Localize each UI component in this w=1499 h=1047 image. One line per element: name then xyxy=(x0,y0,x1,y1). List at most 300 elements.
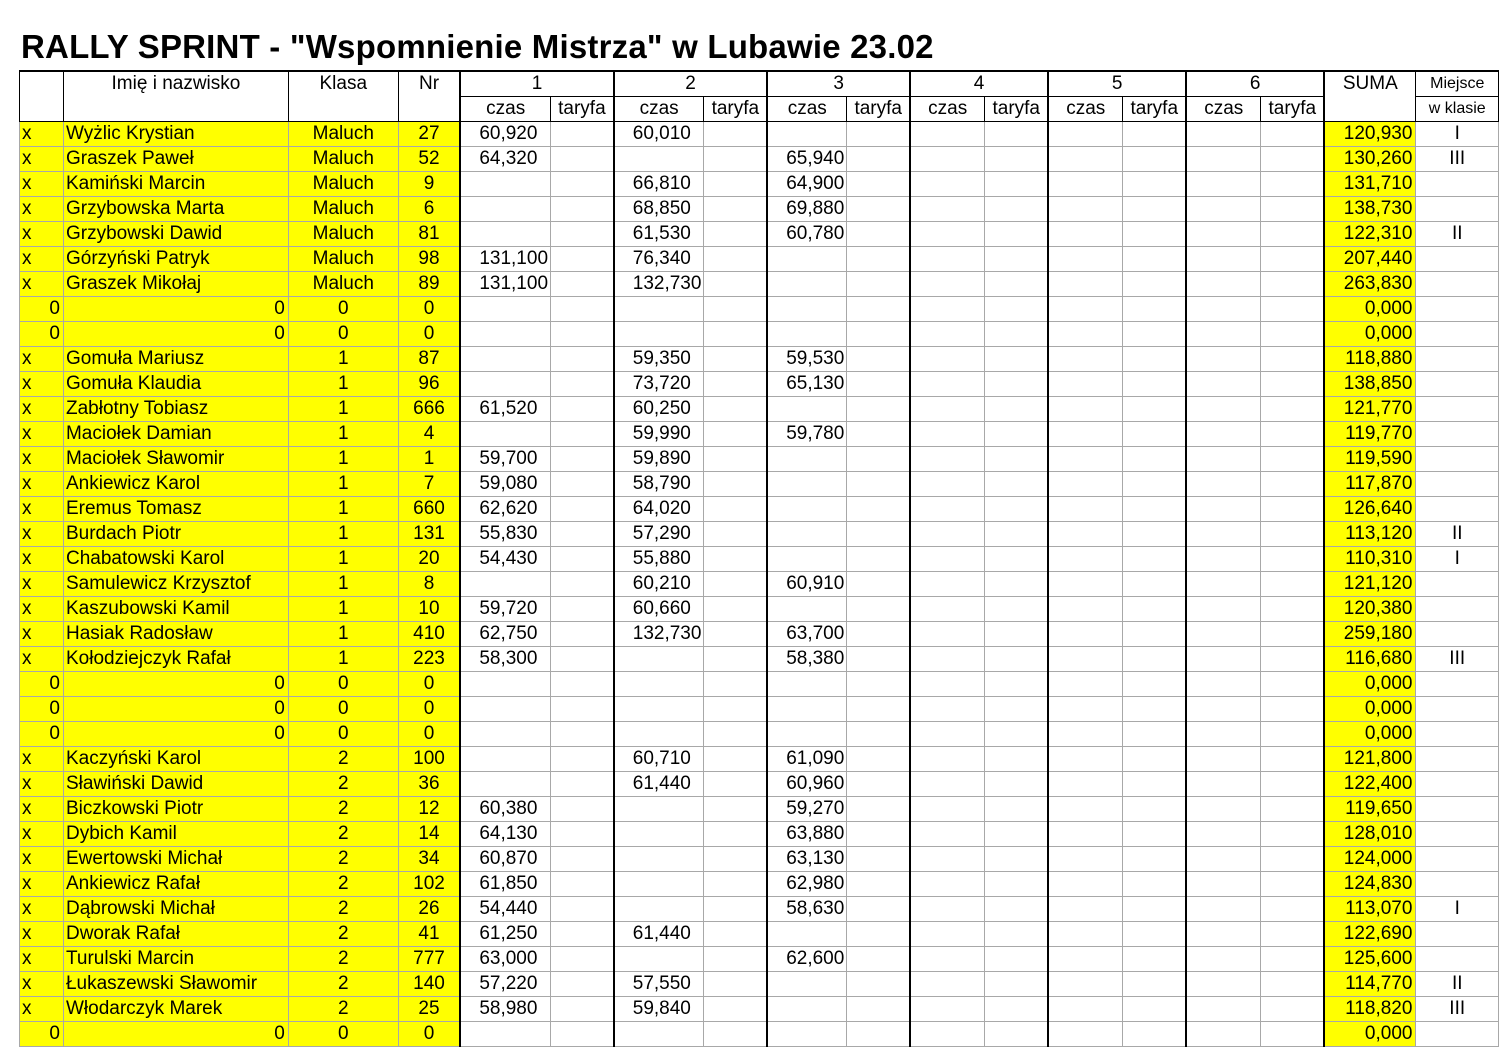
cell-name: Kaszubowski Kamil xyxy=(63,597,288,622)
cell-mark: x xyxy=(20,647,64,672)
cell-stage5-czas xyxy=(1048,197,1123,222)
cell-mark: x xyxy=(20,472,64,497)
cell-stage4-taryfa xyxy=(985,247,1048,272)
cell-stage3-czas xyxy=(767,672,847,697)
cell-stage6-czas xyxy=(1186,547,1261,572)
cell-stage4-taryfa xyxy=(985,297,1048,322)
cell-stage1-czas xyxy=(460,347,550,372)
cell-stage4-taryfa xyxy=(985,397,1048,422)
cell-stage1-taryfa xyxy=(551,672,614,697)
cell-stage3-taryfa xyxy=(847,197,910,222)
cell-mark: x xyxy=(20,272,64,297)
cell-stage4-czas xyxy=(910,172,985,197)
cell-mark: 0 xyxy=(20,322,64,347)
cell-stage6-taryfa xyxy=(1261,447,1324,472)
cell-mark: x xyxy=(20,847,64,872)
cell-klasa: 2 xyxy=(288,922,398,947)
cell-stage1-taryfa xyxy=(551,922,614,947)
cell-stage6-taryfa xyxy=(1261,1022,1324,1047)
cell-name: Turulski Marcin xyxy=(63,947,288,972)
cell-name: Gomuła Mariusz xyxy=(63,347,288,372)
cell-stage4-taryfa xyxy=(985,372,1048,397)
cell-stage2-taryfa xyxy=(704,322,767,347)
cell-suma: 120,930 xyxy=(1324,122,1416,147)
cell-suma: 263,830 xyxy=(1324,272,1416,297)
cell-name: Wyżlic Krystian xyxy=(63,122,288,147)
cell-miejsce xyxy=(1416,947,1499,972)
cell-stage1-czas: 62,750 xyxy=(460,622,550,647)
cell-stage1-taryfa xyxy=(551,997,614,1022)
cell-miejsce: II xyxy=(1416,972,1499,997)
cell-klasa: 2 xyxy=(288,847,398,872)
cell-stage6-czas xyxy=(1186,797,1261,822)
cell-name: Samulewicz Krzysztof xyxy=(63,572,288,597)
cell-stage2-taryfa xyxy=(704,672,767,697)
cell-stage1-taryfa xyxy=(551,947,614,972)
cell-stage4-czas xyxy=(910,972,985,997)
cell-mark: x xyxy=(20,572,64,597)
cell-stage1-taryfa xyxy=(551,472,614,497)
cell-miejsce xyxy=(1416,272,1499,297)
cell-mark: x xyxy=(20,122,64,147)
cell-stage4-czas xyxy=(910,447,985,472)
cell-name: Kaczyński Karol xyxy=(63,747,288,772)
cell-stage1-czas: 59,700 xyxy=(460,447,550,472)
cell-klasa: Maluch xyxy=(288,147,398,172)
cell-stage3-czas xyxy=(767,1022,847,1047)
cell-klasa: 1 xyxy=(288,347,398,372)
cell-stage6-taryfa xyxy=(1261,422,1324,447)
cell-nr: 34 xyxy=(398,847,460,872)
cell-stage4-taryfa xyxy=(985,1022,1048,1047)
cell-name: Chabatowski Karol xyxy=(63,547,288,572)
cell-stage2-czas: 59,990 xyxy=(614,422,704,447)
cell-stage4-czas xyxy=(910,922,985,947)
cell-stage2-taryfa xyxy=(704,122,767,147)
cell-stage5-czas xyxy=(1048,697,1123,722)
cell-stage6-czas xyxy=(1186,847,1261,872)
cell-klasa: Maluch xyxy=(288,247,398,272)
cell-stage2-taryfa xyxy=(704,422,767,447)
cell-suma: 122,400 xyxy=(1324,772,1416,797)
cell-stage2-taryfa xyxy=(704,922,767,947)
cell-stage1-taryfa xyxy=(551,872,614,897)
cell-stage2-czas: 61,440 xyxy=(614,772,704,797)
cell-stage5-taryfa xyxy=(1123,322,1186,347)
table-row xyxy=(20,197,1499,222)
cell-nr: 98 xyxy=(398,247,460,272)
cell-suma: 119,650 xyxy=(1324,797,1416,822)
cell-stage4-czas xyxy=(910,772,985,797)
cell-stage5-czas xyxy=(1048,847,1123,872)
cell-stage4-czas xyxy=(910,997,985,1022)
cell-miejsce xyxy=(1416,572,1499,597)
cell-stage1-taryfa xyxy=(551,897,614,922)
table-row xyxy=(20,172,1499,197)
cell-suma: 113,070 xyxy=(1324,897,1416,922)
cell-nr: 14 xyxy=(398,822,460,847)
cell-name: Gomuła Klaudia xyxy=(63,372,288,397)
cell-stage1-czas: 62,620 xyxy=(460,497,550,522)
cell-klasa: 2 xyxy=(288,822,398,847)
cell-stage6-taryfa xyxy=(1261,772,1324,797)
cell-stage4-czas xyxy=(910,572,985,597)
cell-stage2-czas xyxy=(614,297,704,322)
cell-stage3-taryfa xyxy=(847,247,910,272)
cell-nr: 36 xyxy=(398,772,460,797)
table-header xyxy=(20,71,1499,122)
cell-stage3-taryfa xyxy=(847,897,910,922)
cell-name: Dworak Rafał xyxy=(63,922,288,947)
cell-stage4-taryfa xyxy=(985,272,1048,297)
cell-stage4-czas xyxy=(910,647,985,672)
cell-stage5-taryfa xyxy=(1123,122,1186,147)
header-taryfa: taryfa xyxy=(704,97,767,122)
cell-stage4-taryfa xyxy=(985,122,1048,147)
cell-name: Hasiak Radosław xyxy=(63,622,288,647)
cell-stage4-czas xyxy=(910,197,985,222)
cell-stage5-czas xyxy=(1048,622,1123,647)
cell-stage3-czas: 58,380 xyxy=(767,647,847,672)
cell-stage1-taryfa xyxy=(551,597,614,622)
cell-stage5-czas xyxy=(1048,247,1123,272)
cell-stage2-taryfa xyxy=(704,572,767,597)
cell-stage2-czas xyxy=(614,322,704,347)
cell-stage6-taryfa xyxy=(1261,272,1324,297)
cell-stage6-czas xyxy=(1186,422,1261,447)
cell-stage3-czas xyxy=(767,697,847,722)
cell-stage1-czas: 59,080 xyxy=(460,472,550,497)
header-stage-5: 5 xyxy=(1048,71,1186,97)
header-czas: czas xyxy=(910,97,985,122)
cell-stage3-czas: 62,600 xyxy=(767,947,847,972)
cell-suma: 0,000 xyxy=(1324,297,1416,322)
cell-name: Grzybowska Marta xyxy=(63,197,288,222)
table-row xyxy=(20,697,1499,722)
cell-stage5-taryfa xyxy=(1123,797,1186,822)
cell-stage1-czas: 131,100 xyxy=(460,247,550,272)
cell-stage4-czas xyxy=(910,822,985,847)
cell-mark: x xyxy=(20,897,64,922)
cell-stage4-taryfa xyxy=(985,647,1048,672)
table-row xyxy=(20,747,1499,772)
cell-stage2-taryfa xyxy=(704,547,767,572)
cell-stage4-taryfa xyxy=(985,222,1048,247)
cell-suma: 130,260 xyxy=(1324,147,1416,172)
cell-stage6-czas xyxy=(1186,897,1261,922)
cell-stage3-czas: 61,090 xyxy=(767,747,847,772)
cell-stage2-taryfa xyxy=(704,447,767,472)
cell-stage5-czas xyxy=(1048,447,1123,472)
cell-stage5-czas xyxy=(1048,372,1123,397)
cell-stage2-taryfa xyxy=(704,397,767,422)
cell-stage2-czas: 59,350 xyxy=(614,347,704,372)
cell-name: Graszek Mikołaj xyxy=(63,272,288,297)
cell-stage2-taryfa xyxy=(704,847,767,872)
cell-nr: 52 xyxy=(398,147,460,172)
cell-stage2-czas: 76,340 xyxy=(614,247,704,272)
cell-stage6-czas xyxy=(1186,497,1261,522)
cell-stage6-czas xyxy=(1186,372,1261,397)
cell-stage5-taryfa xyxy=(1123,897,1186,922)
cell-stage5-taryfa xyxy=(1123,522,1186,547)
cell-name: Zabłotny Tobiasz xyxy=(63,397,288,422)
cell-suma: 121,770 xyxy=(1324,397,1416,422)
cell-mark: 0 xyxy=(20,297,64,322)
cell-stage1-taryfa xyxy=(551,172,614,197)
cell-mark: x xyxy=(20,522,64,547)
cell-stage1-czas xyxy=(460,322,550,347)
table-row xyxy=(20,322,1499,347)
cell-stage3-taryfa xyxy=(847,172,910,197)
cell-stage2-czas xyxy=(614,147,704,172)
header-czas: czas xyxy=(614,97,704,122)
cell-suma: 118,880 xyxy=(1324,347,1416,372)
cell-stage5-taryfa xyxy=(1123,422,1186,447)
cell-stage2-czas: 61,440 xyxy=(614,922,704,947)
table-row xyxy=(20,147,1499,172)
cell-stage4-taryfa xyxy=(985,172,1048,197)
cell-name: Kamiński Marcin xyxy=(63,172,288,197)
cell-klasa: 0 xyxy=(288,297,398,322)
cell-miejsce xyxy=(1416,322,1499,347)
cell-suma: 138,850 xyxy=(1324,372,1416,397)
cell-stage3-taryfa xyxy=(847,722,910,747)
cell-mark: x xyxy=(20,997,64,1022)
header-taryfa: taryfa xyxy=(1261,97,1324,122)
cell-stage5-taryfa xyxy=(1123,822,1186,847)
cell-stage3-czas xyxy=(767,522,847,547)
header-mark xyxy=(20,71,64,122)
cell-stage6-taryfa xyxy=(1261,172,1324,197)
table-row xyxy=(20,547,1499,572)
cell-stage4-taryfa xyxy=(985,722,1048,747)
cell-nr: 0 xyxy=(398,697,460,722)
cell-stage4-czas xyxy=(910,847,985,872)
cell-stage6-czas xyxy=(1186,347,1261,372)
cell-mark: x xyxy=(20,622,64,647)
cell-stage1-taryfa xyxy=(551,422,614,447)
cell-stage2-taryfa xyxy=(704,822,767,847)
cell-nr: 1 xyxy=(398,447,460,472)
cell-name: Biczkowski Piotr xyxy=(63,797,288,822)
cell-klasa: 2 xyxy=(288,872,398,897)
cell-stage4-czas xyxy=(910,872,985,897)
cell-stage6-czas xyxy=(1186,972,1261,997)
page-title: RALLY SPRINT - "Wspomnienie Mistrza" w Lubawie 23.02 xyxy=(21,28,934,65)
cell-stage6-taryfa xyxy=(1261,197,1324,222)
cell-mark: x xyxy=(20,347,64,372)
cell-stage5-taryfa xyxy=(1123,222,1186,247)
cell-stage4-czas xyxy=(910,747,985,772)
cell-nr: 0 xyxy=(398,672,460,697)
cell-stage2-czas: 73,720 xyxy=(614,372,704,397)
cell-stage3-czas: 60,780 xyxy=(767,222,847,247)
cell-stage3-taryfa xyxy=(847,522,910,547)
cell-stage1-taryfa xyxy=(551,797,614,822)
cell-name: Burdach Piotr xyxy=(63,522,288,547)
cell-stage5-czas xyxy=(1048,572,1123,597)
cell-stage6-taryfa xyxy=(1261,122,1324,147)
cell-stage5-taryfa xyxy=(1123,572,1186,597)
cell-suma: 120,380 xyxy=(1324,597,1416,622)
cell-mark: 0 xyxy=(20,672,64,697)
cell-stage5-taryfa xyxy=(1123,647,1186,672)
cell-stage4-taryfa xyxy=(985,822,1048,847)
cell-stage3-taryfa xyxy=(847,647,910,672)
cell-stage5-czas xyxy=(1048,397,1123,422)
cell-stage2-taryfa xyxy=(704,497,767,522)
cell-stage1-czas xyxy=(460,172,550,197)
cell-stage3-czas xyxy=(767,497,847,522)
cell-miejsce xyxy=(1416,497,1499,522)
cell-klasa: Maluch xyxy=(288,272,398,297)
cell-nr: 4 xyxy=(398,422,460,447)
cell-stage6-taryfa xyxy=(1261,672,1324,697)
cell-stage1-taryfa xyxy=(551,322,614,347)
table-row xyxy=(20,422,1499,447)
cell-stage1-czas xyxy=(460,697,550,722)
cell-stage1-czas: 64,130 xyxy=(460,822,550,847)
cell-stage6-taryfa xyxy=(1261,947,1324,972)
cell-stage1-czas: 60,920 xyxy=(460,122,550,147)
cell-name: 0 xyxy=(63,722,288,747)
cell-stage2-czas: 57,290 xyxy=(614,522,704,547)
cell-stage5-czas xyxy=(1048,647,1123,672)
cell-stage5-taryfa xyxy=(1123,372,1186,397)
cell-stage3-czas xyxy=(767,547,847,572)
cell-mark: x xyxy=(20,397,64,422)
cell-stage1-taryfa xyxy=(551,272,614,297)
cell-miejsce xyxy=(1416,847,1499,872)
cell-stage4-czas xyxy=(910,722,985,747)
cell-stage2-taryfa xyxy=(704,697,767,722)
cell-stage6-czas xyxy=(1186,597,1261,622)
cell-stage2-czas: 55,880 xyxy=(614,547,704,572)
cell-nr: 25 xyxy=(398,997,460,1022)
cell-stage1-czas: 63,000 xyxy=(460,947,550,972)
cell-stage5-taryfa xyxy=(1123,747,1186,772)
header-miejsce: Miejsce xyxy=(1416,71,1499,97)
cell-stage6-czas xyxy=(1186,772,1261,797)
cell-klasa: 1 xyxy=(288,547,398,572)
cell-stage6-taryfa xyxy=(1261,797,1324,822)
cell-miejsce: III xyxy=(1416,147,1499,172)
cell-stage2-taryfa xyxy=(704,347,767,372)
cell-stage6-taryfa xyxy=(1261,522,1324,547)
cell-stage1-taryfa xyxy=(551,497,614,522)
header-nr: Nr xyxy=(398,71,460,122)
cell-stage6-taryfa xyxy=(1261,722,1324,747)
cell-stage3-czas xyxy=(767,597,847,622)
cell-stage5-czas xyxy=(1048,147,1123,172)
cell-klasa: 1 xyxy=(288,397,398,422)
cell-stage1-czas: 57,220 xyxy=(460,972,550,997)
cell-mark: x xyxy=(20,222,64,247)
cell-stage1-taryfa xyxy=(551,1022,614,1047)
cell-stage6-taryfa xyxy=(1261,322,1324,347)
cell-klasa: 1 xyxy=(288,522,398,547)
table-row xyxy=(20,847,1499,872)
cell-stage6-czas xyxy=(1186,997,1261,1022)
cell-stage4-taryfa xyxy=(985,797,1048,822)
cell-suma: 124,000 xyxy=(1324,847,1416,872)
cell-name: Kołodziejczyk Rafał xyxy=(63,647,288,672)
cell-name: Maciołek Damian xyxy=(63,422,288,447)
cell-miejsce xyxy=(1416,472,1499,497)
cell-stage3-czas xyxy=(767,447,847,472)
table-row xyxy=(20,997,1499,1022)
table-row xyxy=(20,397,1499,422)
cell-nr: 96 xyxy=(398,372,460,397)
cell-suma: 114,770 xyxy=(1324,972,1416,997)
cell-klasa: 1 xyxy=(288,372,398,397)
header-czas: czas xyxy=(460,97,550,122)
cell-name: 0 xyxy=(63,1022,288,1047)
cell-stage4-czas xyxy=(910,497,985,522)
cell-mark: x xyxy=(20,172,64,197)
cell-klasa: 2 xyxy=(288,772,398,797)
cell-stage5-czas xyxy=(1048,1022,1123,1047)
cell-mark: x xyxy=(20,247,64,272)
cell-stage6-czas xyxy=(1186,947,1261,972)
cell-stage3-czas: 58,630 xyxy=(767,897,847,922)
cell-suma: 128,010 xyxy=(1324,822,1416,847)
cell-stage5-taryfa xyxy=(1123,997,1186,1022)
cell-miejsce xyxy=(1416,772,1499,797)
cell-stage1-czas xyxy=(460,572,550,597)
cell-stage3-taryfa xyxy=(847,447,910,472)
cell-name: Ankiewicz Rafał xyxy=(63,872,288,897)
header-klasa: Klasa xyxy=(288,71,398,122)
cell-stage2-taryfa xyxy=(704,722,767,747)
table-row xyxy=(20,597,1499,622)
cell-stage4-czas xyxy=(910,547,985,572)
cell-mark: x xyxy=(20,197,64,222)
cell-stage5-czas xyxy=(1048,522,1123,547)
cell-stage1-czas xyxy=(460,222,550,247)
cell-stage2-taryfa xyxy=(704,997,767,1022)
cell-suma: 121,120 xyxy=(1324,572,1416,597)
cell-suma: 138,730 xyxy=(1324,197,1416,222)
results-table xyxy=(19,70,1499,1047)
cell-nr: 410 xyxy=(398,622,460,647)
cell-stage6-czas xyxy=(1186,147,1261,172)
cell-stage2-czas: 60,710 xyxy=(614,747,704,772)
cell-mark: x xyxy=(20,797,64,822)
cell-stage3-taryfa xyxy=(847,322,910,347)
cell-name: Grzybowski Dawid xyxy=(63,222,288,247)
cell-nr: 140 xyxy=(398,972,460,997)
cell-name: Maciołek Sławomir xyxy=(63,447,288,472)
cell-stage6-czas xyxy=(1186,122,1261,147)
cell-klasa: 0 xyxy=(288,722,398,747)
cell-stage6-taryfa xyxy=(1261,497,1324,522)
cell-stage4-taryfa xyxy=(985,547,1048,572)
cell-stage3-czas xyxy=(767,972,847,997)
cell-stage6-czas xyxy=(1186,697,1261,722)
header-miejsce-sub: w klasie xyxy=(1416,97,1499,122)
cell-stage4-taryfa xyxy=(985,747,1048,772)
cell-stage1-czas: 61,850 xyxy=(460,872,550,897)
cell-stage4-czas xyxy=(910,522,985,547)
cell-nr: 102 xyxy=(398,872,460,897)
cell-stage1-taryfa xyxy=(551,397,614,422)
table-row xyxy=(20,922,1499,947)
cell-stage6-taryfa xyxy=(1261,397,1324,422)
cell-stage1-taryfa xyxy=(551,372,614,397)
cell-stage3-taryfa xyxy=(847,847,910,872)
